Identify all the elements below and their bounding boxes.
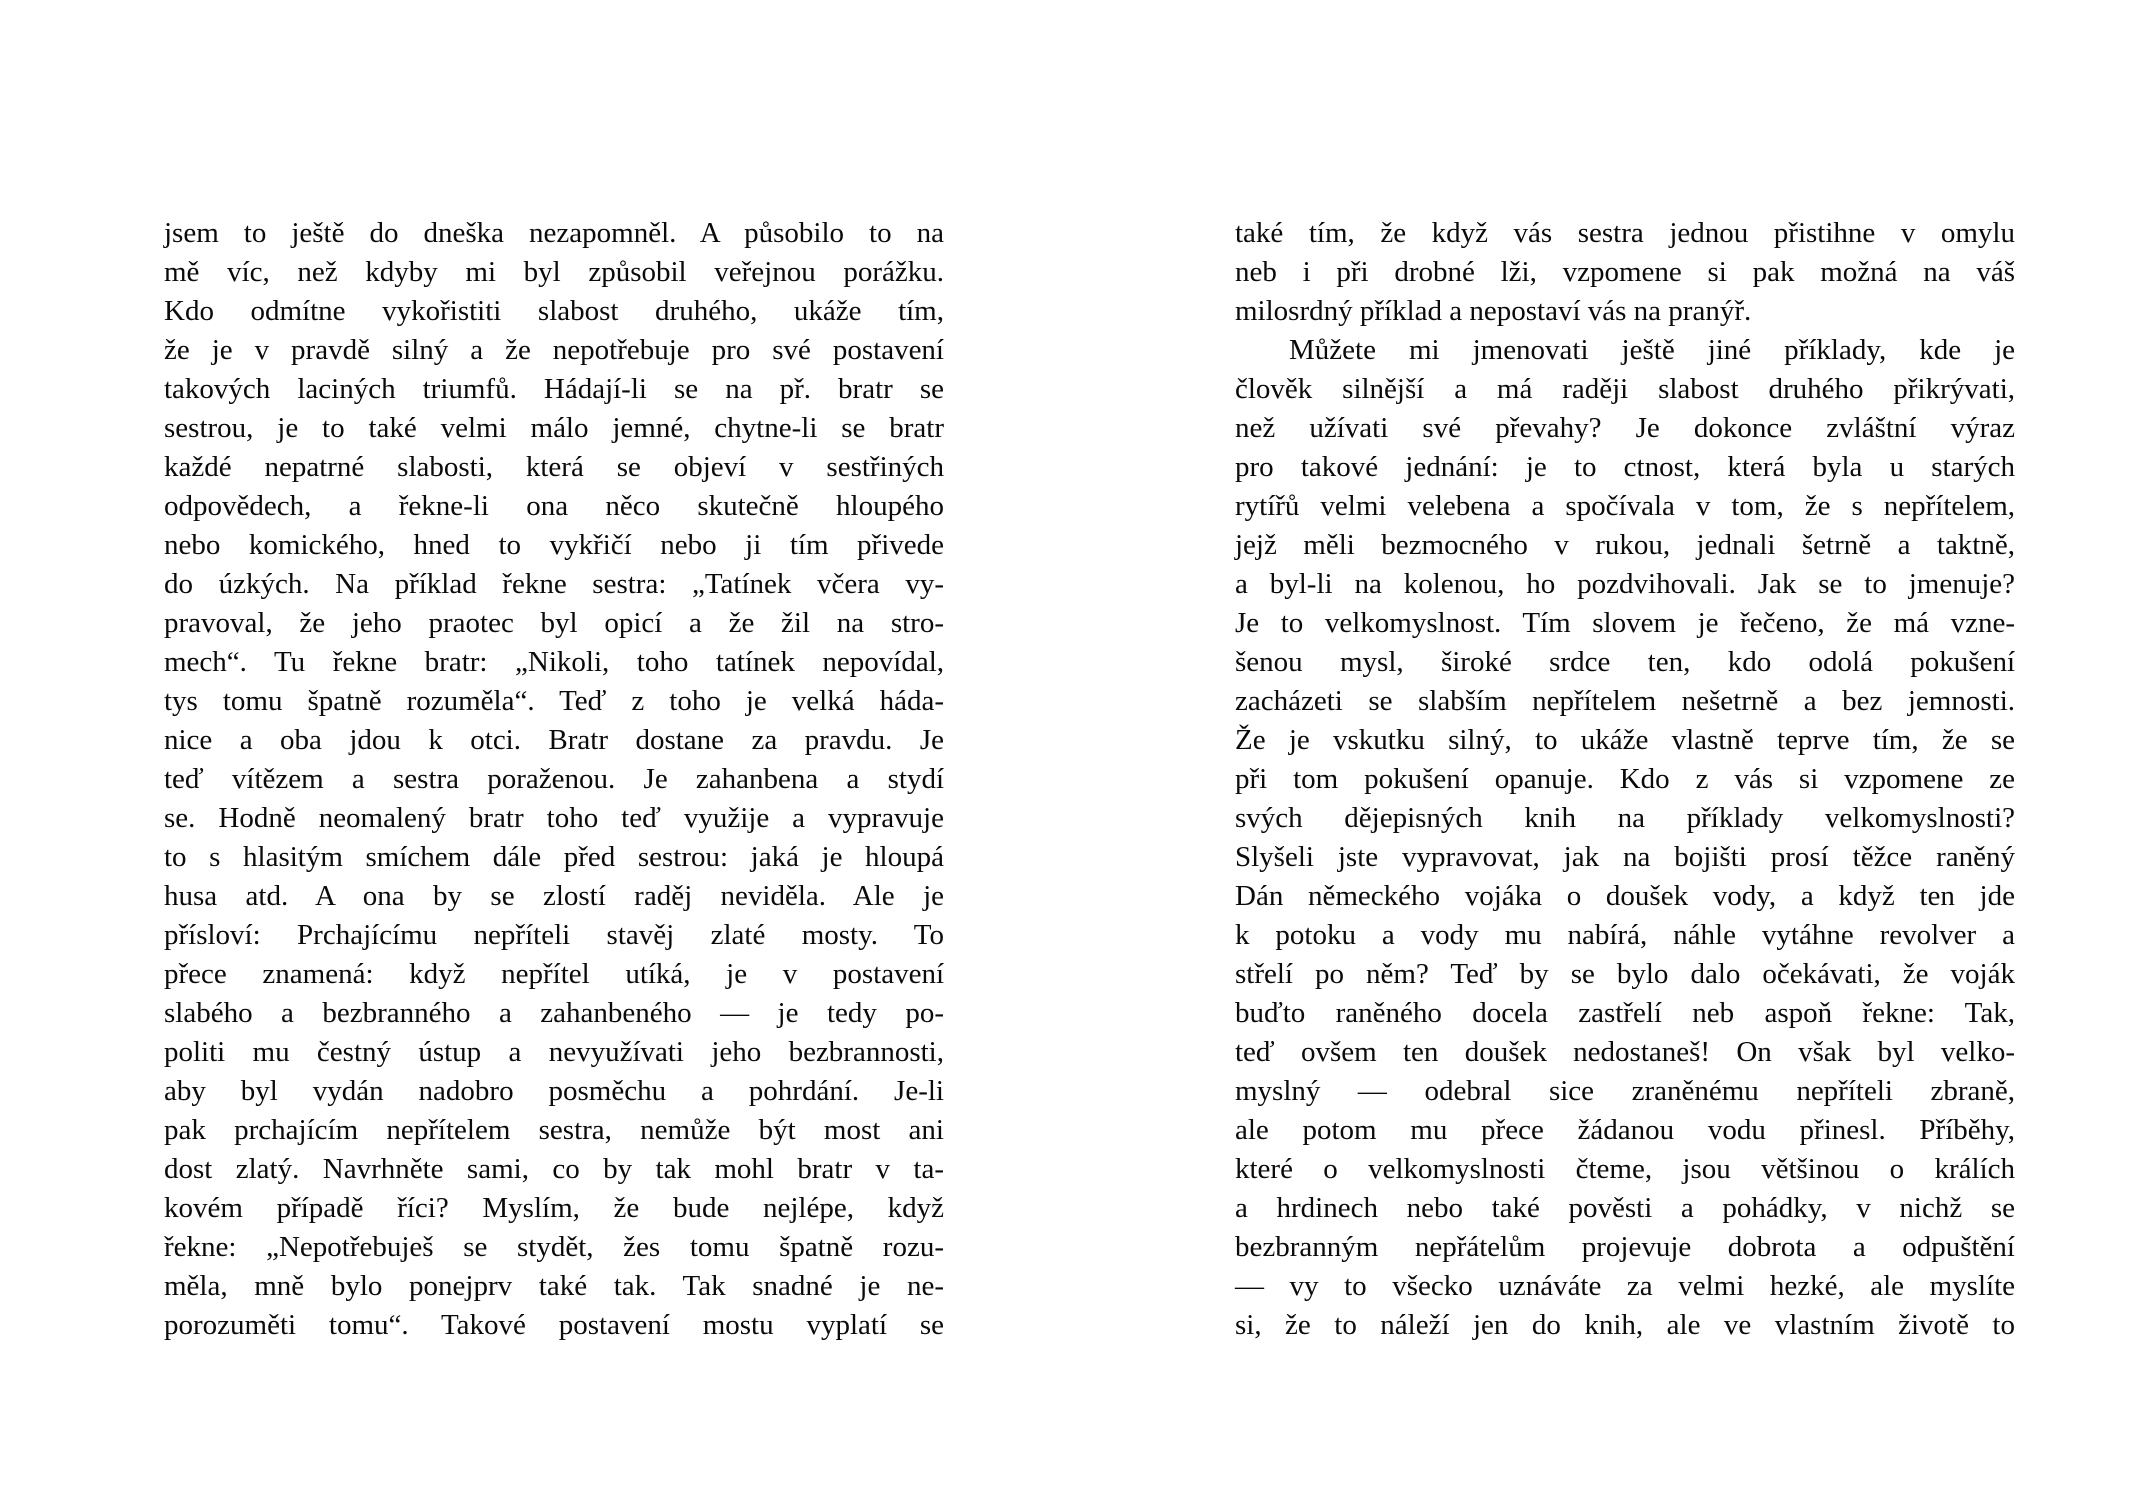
left-line-3: Kdo odmítne vykořistiti slabost druhého, ukáže tím,	[164, 295, 944, 327]
left-line-13: tys tomu špatně rozuměla“. Teď z toho je velká háda-	[164, 685, 944, 717]
right-line-12: šenou mysl, široké srdce ten, kdo odolá pokušení	[1235, 646, 2015, 678]
right-line-13: zacházeti se slabším nepřítelem nešetrně a bez jemnosti.	[1235, 685, 2015, 717]
left-line-19: přísloví: Prchajícímu nepříteli stavěj zlaté mosty. To	[164, 919, 944, 951]
right-line-15: při tom pokušení opanuje. Kdo z vás si vzpomene ze	[1235, 763, 2015, 795]
left-line-26: kovém případě říci? Myslím, že bude nejlépe, když	[164, 1192, 944, 1224]
left-line-5: takových laciných triumfů. Hádají-li se na př. bratr se	[164, 373, 944, 405]
right-line-11: Je to velkomyslnost. Tím slovem je řečeno, že má vzne-	[1235, 607, 2015, 639]
right-line-22: teď ovšem ten doušek nedostaneš! On však byl velko-	[1235, 1036, 2015, 1068]
left-line-8: odpovědech, a řekne-li ona něco skutečně hloupého	[164, 490, 944, 522]
left-line-16: se. Hodně neomalený bratr toho teď využije a vypravuje	[164, 802, 944, 834]
left-line-22: politi mu čestný ústup a nevyužívati jeho bezbrannosti,	[164, 1036, 944, 1068]
right-line-19: k potoku a vody mu nabírá, náhle vytáhne revolver a	[1235, 919, 2015, 951]
left-line-29: porozuměti tomu“. Takové postavení mostu vyplatí se	[164, 1309, 944, 1341]
right-line-26: a hrdinech nebo také pověsti a pohádky, v nichž se	[1235, 1192, 2015, 1224]
right-line-9: jejž měli bezmocného v rukou, jednali šetrně a taktně,	[1235, 529, 2015, 561]
left-line-25: dost zlatý. Navrhněte sami, co by tak mohl bratr v ta-	[164, 1153, 944, 1185]
right-line-28: — vy to všecko uznáváte za velmi hezké, ale myslíte	[1235, 1270, 2015, 1302]
right-line-14: Že je vskutku silný, to ukáže vlastně teprve tím, že se	[1235, 724, 2015, 756]
right-line-2: neb i při drobné lži, vzpomene si pak možná na váš	[1235, 256, 2015, 288]
right-line-18: Dán německého vojáka o doušek vody, a když ten jde	[1235, 880, 2015, 912]
left-page	[164, 214, 944, 1345]
right-line-4: Můžete mi jmenovati ještě jiné příklady, kde je	[1289, 334, 2015, 366]
right-line-24: ale potom mu přece žádanou vodu přinesl. Příběhy,	[1235, 1114, 2015, 1146]
left-line-2: mě víc, než kdyby mi byl způsobil veřejnou porážku.	[164, 256, 944, 288]
right-line-7: pro takové jednání: je to ctnost, která byla u starých	[1235, 451, 2015, 483]
left-line-1: jsem to ještě do dneška nezapomněl. A působilo to na	[164, 217, 944, 249]
right-line-10: a byl-li na kolenou, ho pozdvihovali. Jak se to jmenuje?	[1235, 568, 2015, 600]
left-line-24: pak prchajícím nepřítelem sestra, nemůže být most ani	[164, 1114, 944, 1146]
left-line-14: nice a oba jdou k otci. Bratr dostane za pravdu. Je	[164, 724, 944, 756]
right-line-25: které o velkomyslnosti čteme, jsou většinou o králích	[1235, 1153, 2015, 1185]
left-line-15: teď vítězem a sestra poraženou. Je zahanbena a stydí	[164, 763, 944, 795]
left-line-18: husa atd. A ona by se zlostí raděj neviděla. Ale je	[164, 880, 944, 912]
right-line-3: milosrdný příklad a nepostaví vás na pranýř.	[1235, 295, 1752, 327]
left-line-6: sestrou, je to také velmi málo jemné, chytne-li se bratr	[164, 412, 944, 444]
right-line-29: si, že to náleží jen do knih, ale ve vlastním životě to	[1235, 1309, 2015, 1341]
left-line-17: to s hlasitým smíchem dále před sestrou: jaká je hloupá	[164, 841, 944, 873]
left-line-23: aby byl vydán nadobro posměchu a pohrdání. Je-li	[164, 1075, 944, 1107]
right-line-21: buďto raněného docela zastřelí neb aspoň řekne: Tak,	[1235, 997, 2015, 1029]
left-line-27: řekne: „Nepotřebuješ se stydět, žes tomu špatně rozu-	[164, 1231, 944, 1263]
left-line-28: měla, mně bylo ponejprv také tak. Tak snadné je ne-	[164, 1270, 944, 1302]
right-line-1: také tím, že když vás sestra jednou přistihne v omylu	[1235, 217, 2015, 249]
left-line-9: nebo komického, hned to vykřičí nebo ji tím přivede	[164, 529, 944, 561]
left-line-4: že je v pravdě silný a že nepotřebuje pro své postavení	[164, 334, 944, 366]
left-line-12: mech“. Tu řekne bratr: „Nikoli, toho tatínek nepovídal,	[164, 646, 944, 678]
right-line-23: myslný — odebral sice zraněnému nepříteli zbraně,	[1235, 1075, 2015, 1107]
left-line-7: každé nepatrné slabosti, která se objeví v sestřiných	[164, 451, 944, 483]
right-line-6: než užívati své převahy? Je dokonce zvláštní výraz	[1235, 412, 2015, 444]
left-line-10: do úzkých. Na příklad řekne sestra: „Tatínek včera vy-	[164, 568, 944, 600]
right-line-20: střelí po něm? Teď by se bylo dalo očekávati, že voják	[1235, 958, 2015, 990]
right-line-17: Slyšeli jste vypravovat, jak na bojišti prosí těžce raněný	[1235, 841, 2015, 873]
right-line-8: rytířů velmi velebena a spočívala v tom, že s nepřítelem,	[1235, 490, 2015, 522]
right-page	[1235, 214, 2015, 1345]
left-line-21: slabého a bezbranného a zahanbeného — je tedy po-	[164, 997, 944, 1029]
right-line-16: svých dějepisných knih na příklady velkomyslnosti?	[1235, 802, 2015, 834]
left-line-20: přece znamená: když nepřítel utíká, je v postavení	[164, 958, 944, 990]
left-line-11: pravoval, že jeho praotec byl opicí a že žil na stro-	[164, 607, 944, 639]
right-line-27: bezbranným nepřátelům projevuje dobrota a odpuštění	[1235, 1231, 2015, 1263]
right-line-5: člověk silnější a má raději slabost druhého přikrývati,	[1235, 373, 2015, 405]
